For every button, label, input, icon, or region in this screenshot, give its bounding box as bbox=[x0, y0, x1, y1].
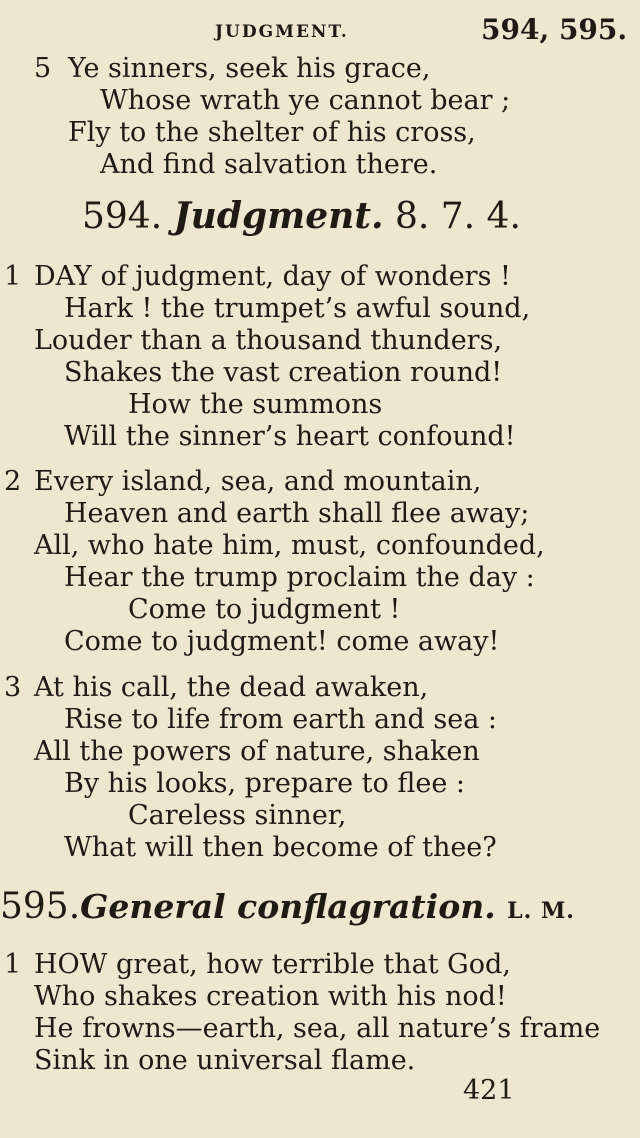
hymn-title: Judgment. bbox=[173, 195, 384, 237]
stanza-number: 1 bbox=[4, 949, 22, 980]
page-number: 421 bbox=[463, 1075, 515, 1106]
hymn-number-range: 594, 595. bbox=[481, 13, 628, 46]
verse-line: Louder than a thousand thunders, bbox=[34, 325, 503, 356]
verse-line: How the summons bbox=[128, 389, 383, 420]
hymn-594-heading bbox=[82, 195, 521, 237]
verse-line: Heaven and earth shall flee away; bbox=[64, 498, 530, 529]
verse-line: Who shakes creation with his nod! bbox=[34, 981, 507, 1012]
verse-line: By his looks, prepare to flee : bbox=[64, 768, 466, 799]
running-head: JUDGMENT. bbox=[215, 22, 349, 42]
stanza-number: 3 bbox=[4, 672, 22, 703]
verse-line: All, who hate him, must, confounded, bbox=[34, 530, 545, 561]
hymn-number: 594. bbox=[82, 196, 163, 237]
verse-line: At his call, the dead awaken, bbox=[34, 672, 429, 703]
verse-line: Come to judgment ! bbox=[128, 594, 401, 625]
verse-line: Fly to the shelter of his cross, bbox=[68, 117, 476, 148]
stanza-number: 1 bbox=[4, 261, 22, 292]
hymn-title: General conflagration. bbox=[80, 887, 496, 926]
hymn-number: 595. bbox=[0, 886, 81, 927]
hymn-meter: 8. 7. 4. bbox=[394, 196, 521, 237]
verse-line: HOW great, how terrible that God, bbox=[34, 949, 511, 980]
verse-line: Hear the trump proclaim the day : bbox=[64, 562, 535, 593]
stanza-number: 2 bbox=[4, 466, 22, 497]
verse-line: Careless sinner, bbox=[128, 800, 347, 831]
stanza-number: 5 bbox=[34, 53, 52, 84]
verse-line: Every island, sea, and mountain, bbox=[34, 466, 482, 497]
verse-line: Whose wrath ye cannot bear ; bbox=[100, 85, 511, 116]
verse-line: He frowns—earth, sea, all nature’s frame bbox=[34, 1013, 601, 1044]
verse-line: What will then become of thee? bbox=[64, 832, 497, 863]
verse-line: Come to judgment! come away! bbox=[64, 626, 500, 657]
verse-line: Sink in one universal flame. bbox=[34, 1045, 416, 1076]
verse-line: Rise to life from earth and sea : bbox=[64, 704, 498, 735]
verse-line: DAY of judgment, day of wonders ! bbox=[34, 261, 511, 292]
hymn-meter: L. M. bbox=[507, 898, 575, 924]
hymn-595-heading bbox=[0, 886, 575, 927]
verse-line: All the powers of nature, shaken bbox=[34, 736, 480, 767]
verse-line: Will the sinner’s heart confound! bbox=[64, 421, 516, 452]
verse-line: And find salvation there. bbox=[100, 149, 438, 180]
verse-line: Shakes the vast creation round! bbox=[64, 357, 503, 388]
verse-line: Hark ! the trumpet’s awful sound, bbox=[64, 293, 531, 324]
verse-line: Ye sinners, seek his grace, bbox=[68, 53, 431, 84]
